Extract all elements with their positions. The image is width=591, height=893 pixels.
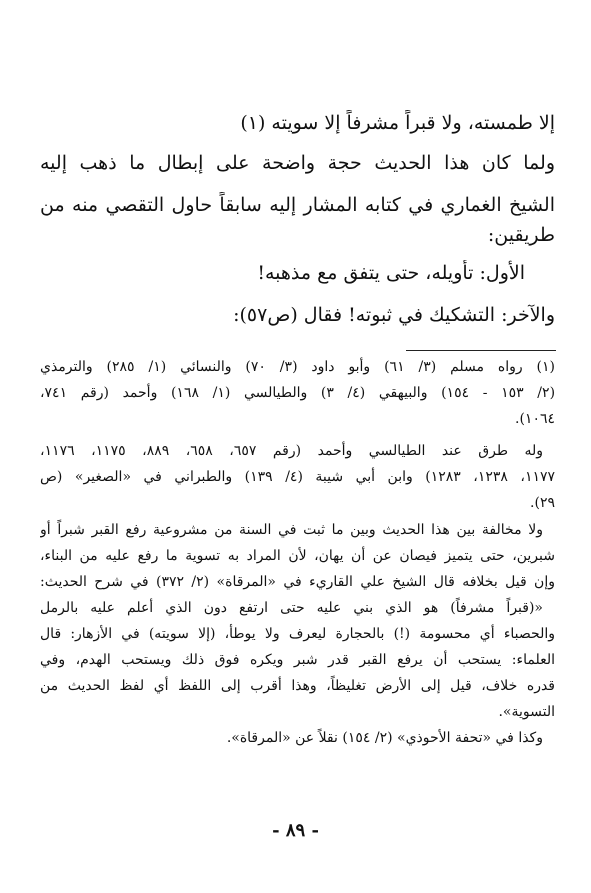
footnote-2 xyxy=(40,438,555,516)
footnote-3-line-2: شبرين، حتى يتميز فيصان عن أن يهان، لأن المراد به تسوية ما رفع عليه من البناء، xyxy=(40,548,555,564)
footnote-3 xyxy=(40,517,555,751)
footnote-3-line-7: قدره خلاف، قيل إلى الأرض تغليظاً، وهذا أقرب إلى اللفظ أي لفظ الحديث من xyxy=(40,678,555,694)
footnote-1-line-2: (٢/ ١٥٣ - ١٥٤) والبيهقي (٤/ ٣) والطيالسي (١/ ١٦٨) وأحمد (رقم ٧٤١، xyxy=(40,385,555,401)
footnote-2-line-2: ١١٧٧، ١٢٣٨، ١٢٨٣) وابن أبي شيبة (٤/ ١٣٩) والطبراني في «الصغير» (ص xyxy=(40,469,555,485)
main-text xyxy=(40,110,555,328)
footnote-2-line-1: وله طرق عند الطيالسي وأحمد (رقم ٦٥٧، ٦٥٨، ٨٨٩، ١١٧٥، ١١٧٦، xyxy=(40,443,543,459)
main-line-5: الأول: تأويله، حتى يتفق مع مذهبه! xyxy=(257,262,525,284)
footnote-1-line-1: (١) رواه مسلم (٣/ ٦١) وأبو داود (٣/ ٧٠) والنسائي (١/ ٢٨٥) والترمذي xyxy=(40,359,555,375)
footnote-3-line-4: «(قبراً مشرفاً) هو الذي بني عليه حتى ارتفع دون الذي أعلم عليه بالرمل xyxy=(40,600,543,616)
footnote-3-line-8: التسوية». xyxy=(498,704,555,720)
footnote-3-line-9: وكذا في «تحفة الأحوذي» (٢/ ١٥٤) نقلاً عن «المرقاة». xyxy=(226,730,543,746)
footnote-1-line-3: ١٠٦٤). xyxy=(515,411,555,427)
footnote-3-line-6: العلماء: يستحب أن يرفع القبر قدر شبر ويكره فوق ذلك ويستحب الهدم، وفي xyxy=(40,652,555,668)
footnote-1 xyxy=(40,354,555,432)
footnote-3-line-1: ولا مخالفة بين هذا الحديث وبين ما ثبت في السنة من مشروعية رفع القبر شبراً أو xyxy=(40,522,543,538)
main-line-6: والآخر: التشكيك في ثبوته! فقال (ص٥٧): xyxy=(233,304,555,326)
page-number: - ٨٩ - xyxy=(272,820,319,841)
footnote-3-line-3: وإن قيل بخلافه قال الشيخ علي القاريء في «المرقاة» (٢/ ٣٧٢) في شرح الحديث: xyxy=(40,574,555,590)
footnote-separator xyxy=(406,350,556,351)
main-line-4: طريقين: xyxy=(487,224,555,246)
main-line-2: ولما كان هذا الحديث حجة واضحة على إبطال ما ذهب إليه xyxy=(40,152,555,174)
main-line-1: إلا طمسته، ولا قبراً مشرفاً إلا سويته (١) xyxy=(240,112,555,134)
main-line-3: الشيخ الغماري في كتابه المشار إليه سابقاً حاول التقصي منه من xyxy=(40,194,555,216)
footnote-2-line-3: ٢٩). xyxy=(530,495,555,511)
footnote-3-line-5: والحصباء أي محسومة (!) بالحجارة ليعرف ولا يوطأ، (إلا سويته) في الأزهار: قال xyxy=(40,626,555,642)
